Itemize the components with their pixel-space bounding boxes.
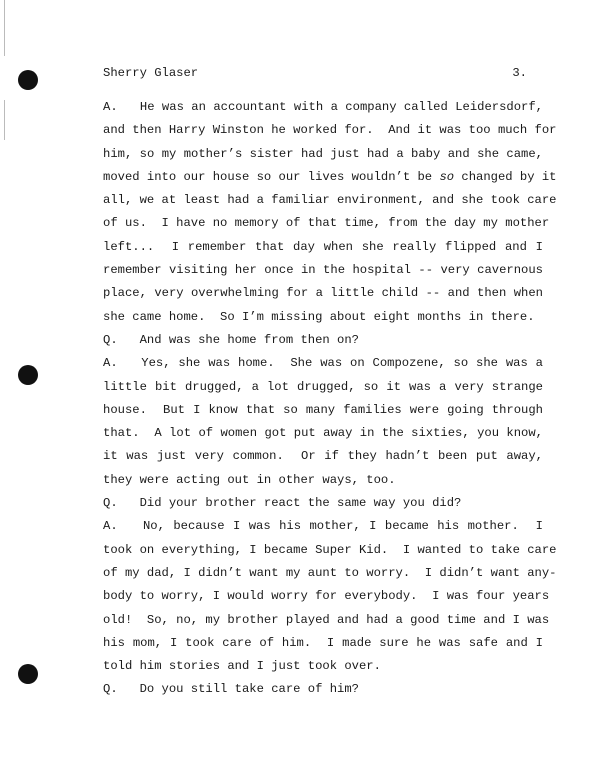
transcript-line: Q. Do you still take care of him? <box>103 682 359 697</box>
transcript-line: left... I remember that day when she really flipped and I <box>103 239 543 254</box>
transcript-line: moved into our house so our lives wouldn’t be so changed by it <box>103 169 557 184</box>
transcript-line: place, very overwhelming for a little child -- and then when <box>103 286 543 301</box>
page-edge-mark <box>4 100 5 140</box>
transcript-line: all, we at least had a familiar environment, and she took care <box>103 193 557 208</box>
page-edge-mark <box>4 0 5 56</box>
transcript-line: of us. I have no memory of that time, from the day my mother <box>103 216 550 231</box>
transcript-line: they were acting out in other ways, too. <box>103 472 396 487</box>
transcript-line: it was just very common. Or if they hadn’t been put away, <box>103 449 543 464</box>
transcript-body <box>103 96 557 702</box>
transcript-line: of my dad, I didn’t want my aunt to worry. I didn’t want any- <box>103 565 557 580</box>
transcript-line: A. He was an accountant with a company called Leidersdorf, <box>103 100 543 114</box>
transcript-line: body to worry, I would worry for everybody. I was four years <box>103 589 550 604</box>
page-number: 3. <box>512 66 527 80</box>
transcript-line: little bit drugged, a lot drugged, so it was a very strange <box>103 379 543 394</box>
interviewee-name: Sherry Glaser <box>103 66 199 80</box>
page-header <box>103 66 527 84</box>
binder-hole <box>18 70 38 90</box>
transcript-line: she came home. So I’m missing about eight months in there. <box>103 309 535 324</box>
transcript-line: Q. Did your brother react the same way you did? <box>103 496 462 511</box>
transcript-line: remember visiting her once in the hospital -- very cavernous <box>103 263 543 278</box>
transcript-line: took on everything, I became Super Kid. I wanted to take care <box>103 542 557 557</box>
transcript-line: house. But I know that so many families were going through <box>103 402 543 417</box>
transcript-line: him, so my mother’s sister had just had a baby and she came, <box>103 146 543 161</box>
transcript-line: A. Yes, she was home. She was on Compozene, so she was a <box>103 356 543 371</box>
transcript-line: and then Harry Winston he worked for. And it was too much for <box>103 123 557 138</box>
transcript-line: his mom, I took care of him. I made sure he was safe and I <box>103 635 543 650</box>
transcript-line: that. A lot of women got put away in the sixties, you know, <box>103 426 543 441</box>
transcript-line: told him stories and I just took over. <box>103 659 381 674</box>
transcript-line: old! So, no, my brother played and had a good time and I was <box>103 612 550 627</box>
transcript-line: A. No, because I was his mother, I became his mother. I <box>103 519 543 534</box>
binder-hole <box>18 365 38 385</box>
binder-hole <box>18 664 38 684</box>
transcript-line: Q. And was she home from then on? <box>103 332 359 347</box>
emphasized-word: so <box>439 169 455 184</box>
